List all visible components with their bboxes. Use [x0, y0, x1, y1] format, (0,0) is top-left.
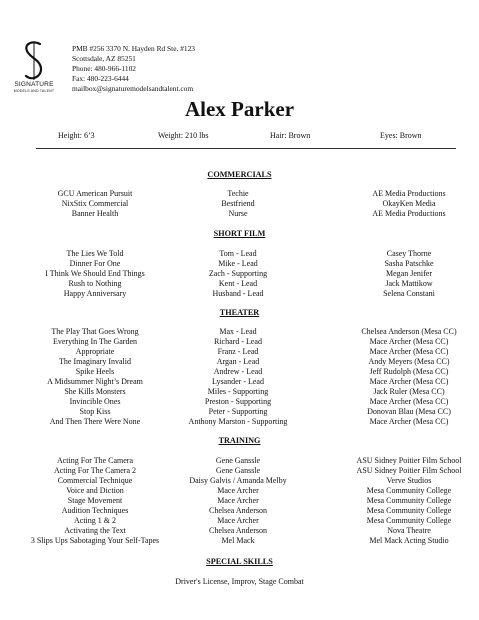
table-cell: Mace Archer: [217, 486, 259, 495]
table-cell: Andy Meyers (Mesa CC): [368, 357, 450, 366]
table-cell: Sasha Patschke: [384, 259, 434, 268]
table-cell: Tom - Lead: [219, 249, 257, 258]
table-cell: Donovan Blau (Mesa CC): [367, 407, 451, 416]
table-cell: Mace Archer (Mesa CC): [369, 347, 449, 356]
agency-email[interactable]: mailbox@signaturemodelsandtalent.com: [72, 84, 194, 93]
actor-height: Height: 6’3: [58, 131, 95, 140]
table-cell: Chelsea Anderson: [209, 506, 267, 515]
agency-city: Scottsdale, AZ 85251: [72, 54, 136, 63]
table-cell: I Think We Should End Things: [45, 269, 145, 278]
table-cell: Verve Studios: [386, 476, 432, 485]
table-cell: The Play That Goes Wrong: [51, 327, 139, 336]
table-cell: Daisy Galvis / Amanda Melby: [189, 476, 287, 485]
actor-hair: Hair: Brown: [270, 131, 311, 140]
table-cell: Acting For The Camera 2: [53, 466, 137, 475]
table-cell: Selena Constani: [383, 289, 435, 298]
logo-subtitle: MODELS AND TALENT: [13, 89, 55, 93]
table-cell: AE Media Productions: [372, 189, 446, 198]
table-cell: Megan Jenifer: [386, 269, 432, 278]
table-cell: Stage Movement: [67, 496, 123, 505]
training-school-column: [316, 456, 479, 546]
table-cell: Voice and Diction: [66, 486, 124, 495]
table-cell: Mace Archer (Mesa CC): [369, 417, 449, 426]
table-cell: Jack Ruler (Mesa CC): [373, 387, 445, 396]
table-cell: Gene Gansslе: [215, 456, 261, 465]
section-title-special-skills: SPECIAL SKILLS: [206, 557, 273, 566]
table-cell: Kent - Lead: [218, 279, 258, 288]
table-cell: GCU American Pursuit: [57, 189, 133, 198]
theater-role-column: [145, 327, 331, 427]
table-cell: Mesa Community College: [366, 506, 452, 515]
table-cell: Nurse: [228, 209, 248, 218]
theater-director-column: [316, 327, 479, 427]
agency-address: PMB #256 3370 N. Hayden Rd Ste. #123: [72, 44, 195, 53]
table-cell: Mel Mack Acting Studio: [369, 536, 449, 545]
table-cell: The Imaginary Invalid: [59, 357, 131, 366]
table-cell: Chelsea Anderson (Mesa CC): [361, 327, 457, 336]
table-cell: Mesa Community College: [366, 496, 452, 505]
table-cell: Anthony Marston - Supporting: [188, 417, 288, 426]
table-cell: Mace Archer (Mesa CC): [369, 377, 449, 386]
table-cell: She Kills Monsters: [64, 387, 126, 396]
table-cell: Franz - Lead: [217, 347, 259, 356]
agency-contact: [72, 44, 195, 94]
table-cell: Banner Health: [71, 209, 119, 218]
section-title-short-film: SHORT FILM: [213, 229, 266, 238]
table-cell: Max - Lead: [219, 327, 257, 336]
actor-eyes: Eyes: Brown: [380, 131, 422, 140]
table-cell: Jeff Rudolph (Mesa CC): [369, 367, 449, 376]
table-cell: Rush to Nothing: [68, 279, 122, 288]
actor-stats: [0, 131, 479, 143]
table-cell: Everything In The Garden: [52, 337, 138, 346]
short-film-role-column: [145, 249, 331, 299]
table-cell: Dinner For One: [69, 259, 121, 268]
logo-wordmark: SIGNATURE: [14, 81, 54, 88]
training-instructor-column: [145, 456, 331, 546]
agency-logo: [6, 40, 62, 98]
table-cell: Nova Theatre: [387, 526, 431, 535]
table-cell: ASU Sidney Poitier Film School: [356, 456, 462, 465]
table-cell: Gene Gansslе: [215, 466, 261, 475]
table-cell: Chelsea Anderson: [209, 526, 267, 535]
signature-s-logo-icon: [20, 40, 48, 82]
table-cell: Audition Techniques: [61, 506, 129, 515]
commercials-company-column: [316, 189, 479, 219]
table-cell: Lysander - Lead: [212, 377, 264, 386]
table-cell: Miles - Supporting: [207, 387, 269, 396]
table-cell: The Lies We Told: [66, 249, 124, 258]
table-cell: AE Media Productions: [372, 209, 446, 218]
table-cell: Stop Kiss: [79, 407, 111, 416]
table-cell: Mesa Community College: [366, 486, 452, 495]
table-cell: Mace Archer (Mesa CC): [369, 397, 449, 406]
table-cell: Acting 1 & 2: [74, 516, 116, 525]
short-film-director-column: [316, 249, 479, 299]
table-cell: Jack Mattikow: [385, 279, 433, 288]
table-cell: Husband - Lead: [212, 289, 264, 298]
special-skills-text: Driver's License, Improv, Stage Combat: [175, 577, 304, 586]
agency-phone: Phone: 480-966-1102: [72, 64, 136, 73]
table-cell: OkayKen Media: [382, 199, 436, 208]
table-cell: Commercial Technique: [57, 476, 133, 485]
table-cell: Appropriate: [75, 347, 115, 356]
header-divider: [36, 148, 456, 149]
section-title-commercials: COMMERCIALS: [207, 170, 272, 179]
table-cell: Mace Archer: [217, 496, 259, 505]
commercials-role-column: [145, 189, 331, 219]
table-cell: Activating the Text: [64, 526, 126, 535]
table-cell: And Then There Were None: [49, 417, 141, 426]
table-cell: Happy Anniversary: [63, 289, 127, 298]
table-cell: Mesa Community College: [366, 516, 452, 525]
table-cell: A Midsummer Night’s Dream: [47, 377, 143, 386]
table-cell: Acting For The Camera: [56, 456, 134, 465]
table-cell: Techie: [227, 189, 249, 198]
table-cell: Bestfriend: [221, 199, 255, 208]
table-cell: Peter - Supporting: [208, 407, 268, 416]
table-cell: Andrew - Lead: [213, 367, 263, 376]
table-cell: NixStix Commercial: [61, 199, 129, 208]
table-cell: Mace Archer (Mesa CC): [369, 337, 449, 346]
table-cell: Casey Thorne: [386, 249, 432, 258]
table-cell: Richard - Lead: [214, 337, 262, 346]
table-cell: Mel Mack: [221, 536, 255, 545]
section-title-training: TRAINING: [218, 436, 261, 445]
actor-weight: Weight: 210 lbs: [158, 131, 209, 140]
actor-name: Alex Parker: [184, 97, 295, 121]
table-cell: Invincible Ones: [69, 397, 121, 406]
section-title-theater: THEATER: [219, 308, 260, 317]
table-cell: Preston - Supporting: [204, 397, 272, 406]
table-cell: Argan - Lead: [216, 357, 260, 366]
table-cell: 3 Slips Ups Sabotaging Your Self-Tapes: [30, 536, 160, 545]
agency-fax: Fax: 480-223-6444: [72, 74, 129, 83]
table-cell: ASU Sidney Poitier Film School: [356, 466, 462, 475]
table-cell: Mike - Lead: [218, 259, 258, 268]
table-cell: Mace Archer: [217, 516, 259, 525]
table-cell: Zach - Supporting: [208, 269, 268, 278]
table-cell: Spike Heels: [75, 367, 115, 376]
